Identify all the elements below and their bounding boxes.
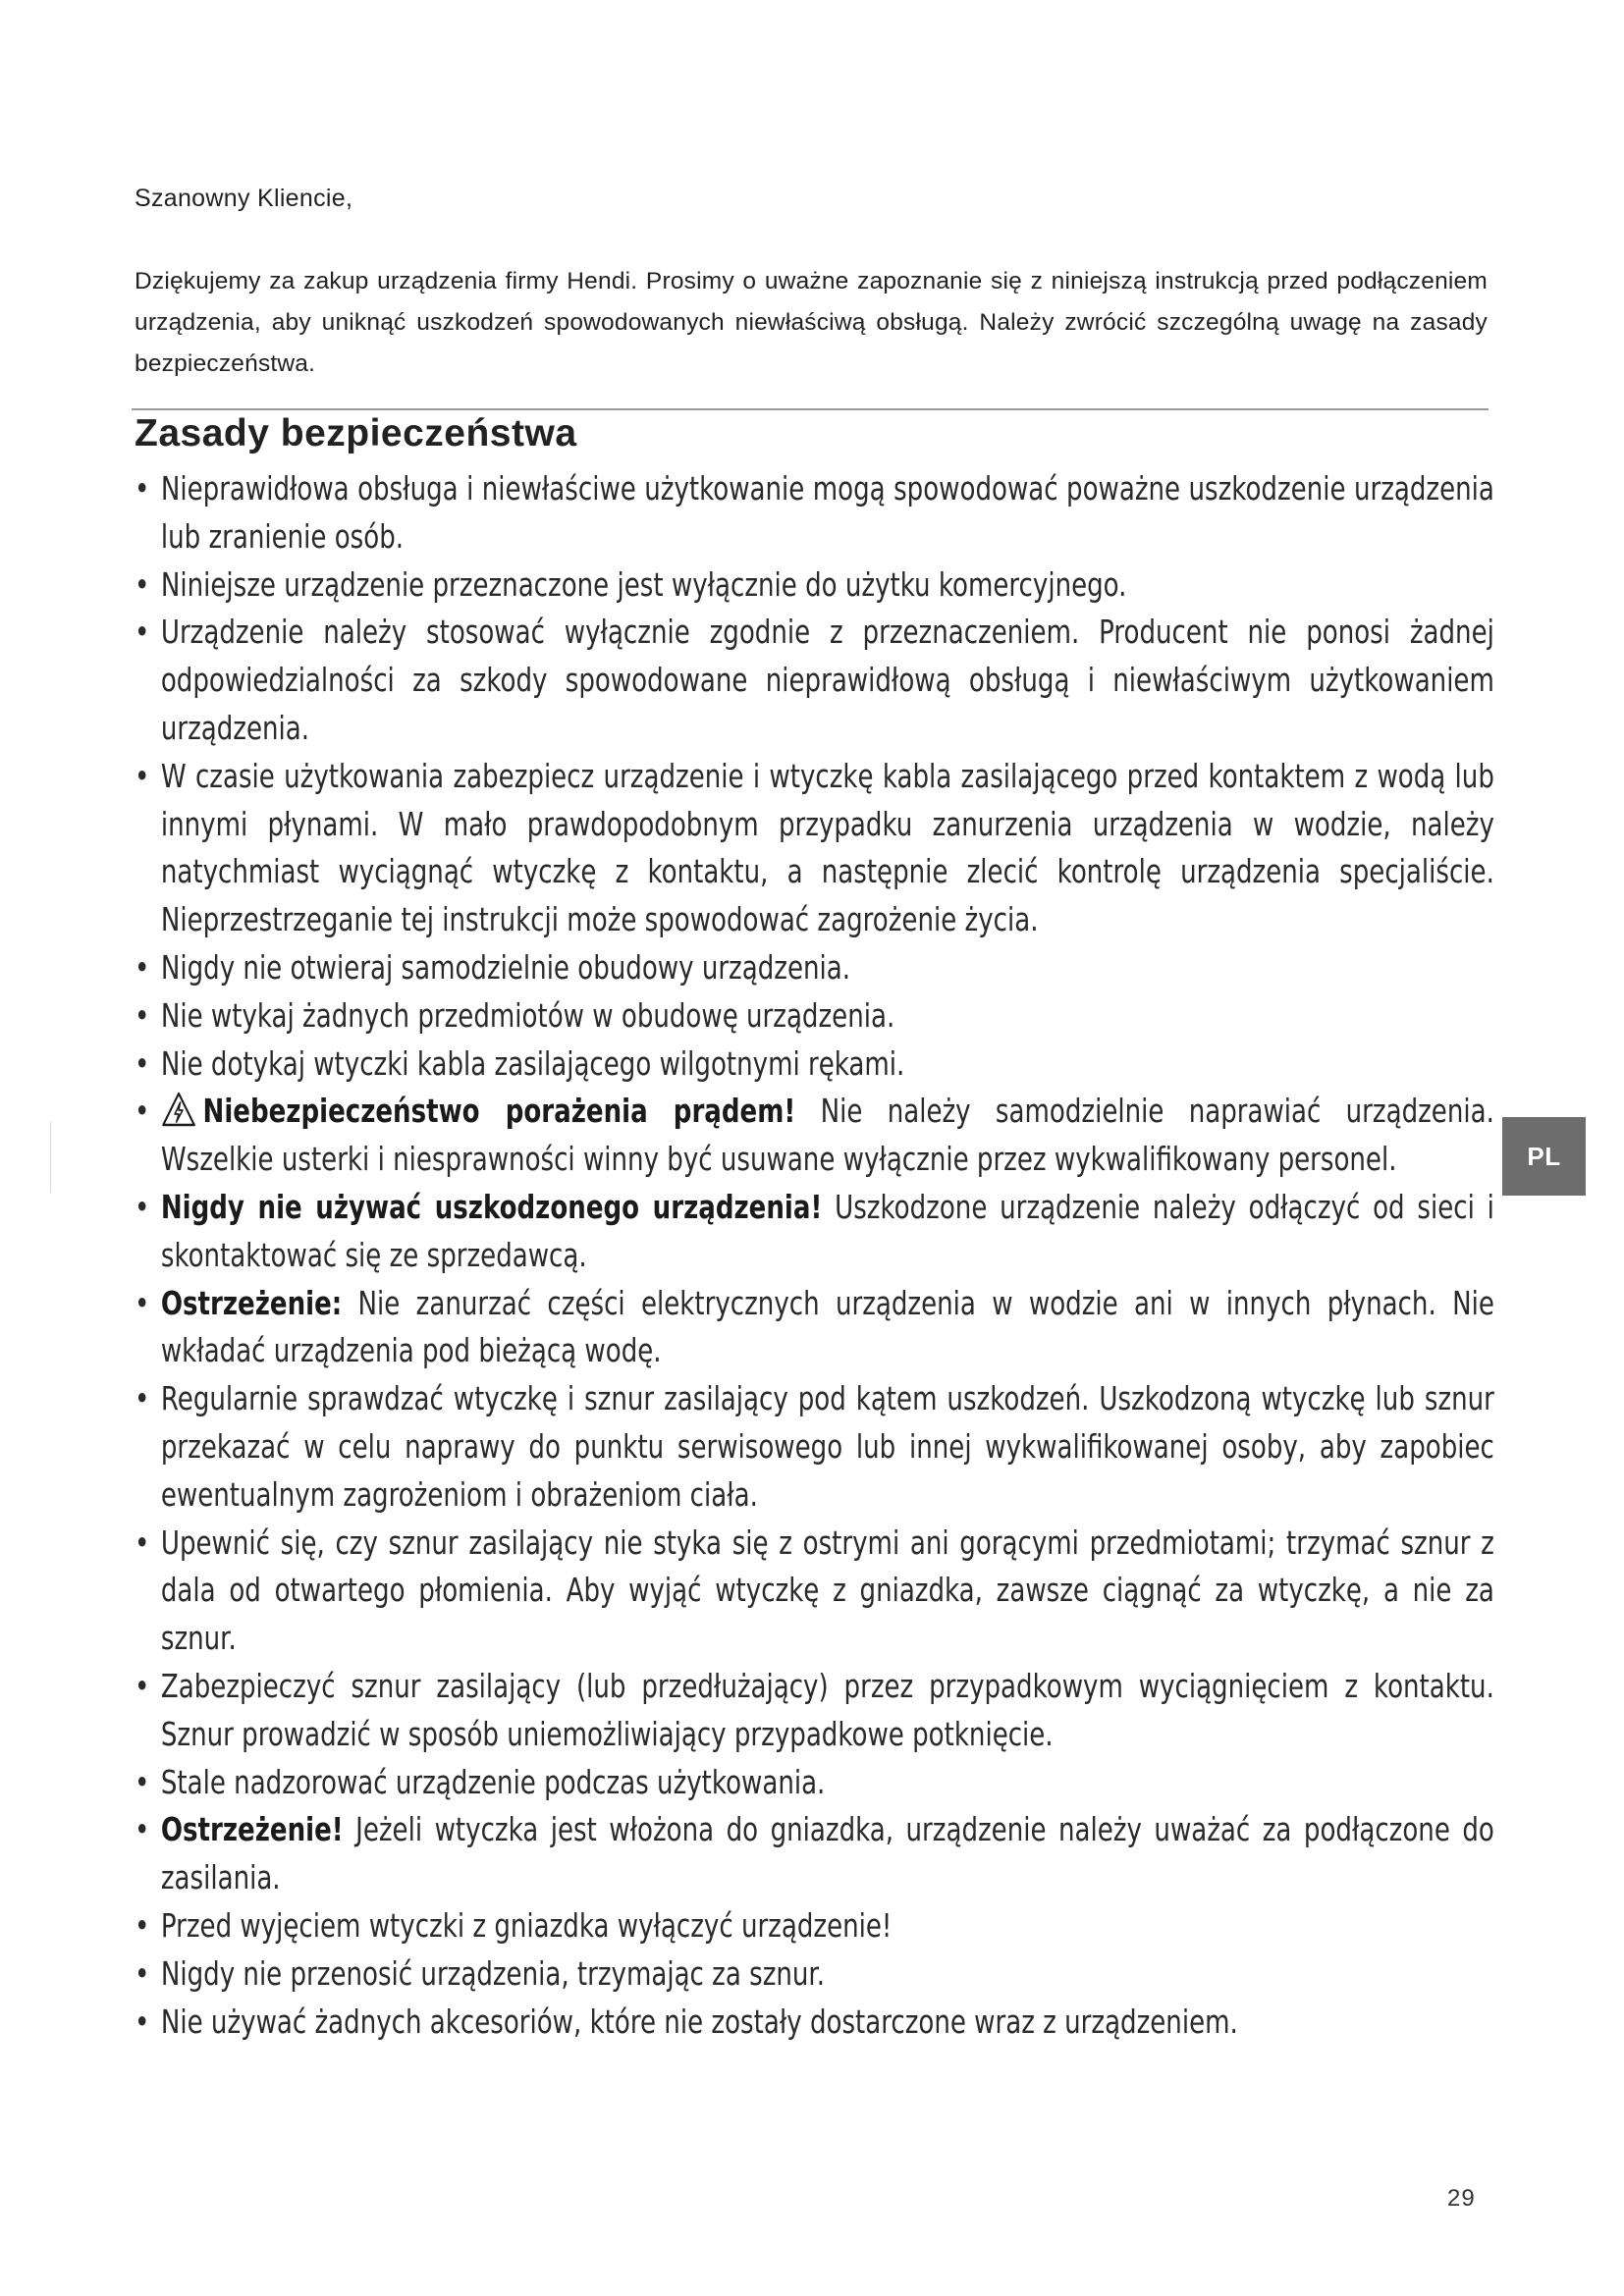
safety-rule-item bbox=[135, 1088, 1494, 1184]
rule-text: Niniejsze urządzenie przeznaczone jest wyłącznie do użytku komercyjnego. bbox=[160, 564, 1127, 604]
rule-emphasis: Niebezpieczeństwo porażenia prądem! bbox=[202, 1092, 796, 1131]
rule-text: W czasie użytkowania zabezpiecz urządzenie i wtyczkę kabla zasilającego przed kontaktem z wodą lub innymi płynami. W mało prawdopodobnym przypadku zanurzenia urządzenia w wodzie, należy natychmiast wyciągnąć wtyczkę z kontaktu, a następnie zlecić kontrolę urządzenia specjaliście. Nieprzestrzeganie tej instrukcji może spowodować zagrożenie życia. bbox=[160, 756, 1494, 939]
rule-text: Nie zanurzać części elektrycznych urządzenia w wodzie ani w innych płynach. Nie wkładać urządzenia pod bieżącą wodę. bbox=[160, 1283, 1494, 1370]
safety-rule-item bbox=[135, 753, 1494, 944]
rule-text: Regularnie sprawdzać wtyczkę i sznur zasilający pod kątem uszkodzeń. Uszkodzoną wtyczkę lub sznur przekazać w celu naprawy do punktu serwisowego lub innej wykwalifikowanej osoby, aby zapobiec ewentualnym zagrożeniom i obrażeniom ciała. bbox=[160, 1379, 1494, 1514]
bullet-mark: • bbox=[135, 947, 150, 987]
margin-mark bbox=[50, 1122, 51, 1193]
safety-rule-item bbox=[135, 1902, 1494, 1950]
safety-rule-item bbox=[135, 1520, 1494, 1663]
bullet-mark: • bbox=[135, 1092, 150, 1131]
bullet-mark: • bbox=[135, 469, 150, 507]
rule-text: Nigdy nie otwieraj samodzielnie obudowy urządzenia. bbox=[160, 947, 851, 987]
safety-rule-item bbox=[135, 1041, 1494, 1089]
rule-text: Upewnić się, czy sznur zasilający nie styka się z ostrymi ani gorącymi przedmiotami; trzymać sznur z dala od otwartego płomienia. Aby wyjąć wtyczkę z gniazdka, zawsze ciągnąć za wtyczkę, a nie za sznur. bbox=[160, 1522, 1494, 1658]
bullet-mark: • bbox=[135, 1187, 150, 1226]
greeting: Szanowny Kliencie, bbox=[135, 185, 353, 212]
rule-text: Nie używać żadnych akcesoriów, które nie zostały dostarczone wraz z urządzeniem. bbox=[160, 2002, 1238, 2041]
rule-emphasis: Ostrzeżenie! bbox=[160, 1810, 344, 1849]
bullet-mark: • bbox=[135, 1043, 150, 1083]
bullet-mark: • bbox=[135, 1953, 150, 1993]
safety-rule-item bbox=[135, 609, 1494, 752]
safety-rule-item bbox=[135, 1280, 1494, 1376]
page-number: 29 bbox=[1447, 2185, 1476, 2212]
rule-text: Nie należy samodzielnie naprawiać urządzenia. Wszelkie usterki i niesprawności winny być usuwane wyłącznie przez wykwalifikowany personel. bbox=[160, 1092, 1494, 1179]
rule-text: Nigdy nie przenosić urządzenia, trzymając za sznur. bbox=[160, 1953, 826, 1993]
safety-rule-item bbox=[135, 561, 1494, 610]
safety-rule-item bbox=[135, 1950, 1494, 1999]
section-divider bbox=[132, 408, 1489, 410]
safety-rule-item bbox=[135, 1806, 1494, 1902]
safety-rule-item bbox=[135, 1759, 1494, 1807]
safety-rule-item bbox=[135, 1375, 1494, 1519]
bullet-mark: • bbox=[135, 2002, 150, 2041]
safety-rules-list bbox=[135, 465, 1494, 2046]
rule-text: Jeżeli wtyczka jest włożona do gniazdka, urządzenie należy uważać za podłączone do zasilania. bbox=[160, 1810, 1494, 1897]
intro-paragraph: Dziękujemy za zakup urządzenia firmy Hendi. Prosimy o uważne zapoznanie się z niniejszą instrukcją przed podłączeniem urządzenia, aby uniknąć uszkodzeń spowodowanych niewłaściwą obsługą. Należy zwrócić szczególną uwagę na zasady bezpieczeństwa. bbox=[135, 268, 1488, 377]
rule-emphasis: Nigdy nie używać uszkodzonego urządzenia! bbox=[160, 1187, 823, 1226]
bullet-mark: • bbox=[135, 995, 150, 1035]
bullet-mark: • bbox=[135, 1522, 150, 1562]
bullet-mark: • bbox=[135, 1666, 150, 1705]
rule-text: Nieprawidłowa obsługa i niewłaściwe użytkowanie mogą spowodować poważne uszkodzenie urządzenia lub zranienie osób. bbox=[160, 469, 1494, 556]
safety-rule-item bbox=[135, 992, 1494, 1041]
safety-rule-item bbox=[135, 465, 1494, 561]
bullet-mark: • bbox=[135, 1810, 150, 1849]
rule-text: Urządzenie należy stosować wyłącznie zgodnie z przeznaczeniem. Producent nie ponosi żadnej odpowiedzialności za szkody spowodowane nieprawidłową obsługą i niewłaściwym użytkowaniem urządzenia. bbox=[160, 613, 1494, 747]
rule-text: Nie dotykaj wtyczki kabla zasilającego wilgotnymi rękami. bbox=[160, 1043, 905, 1083]
rule-text: Zabezpieczyć sznur zasilający (lub przedłużający) przez przypadkowym wyciągnięciem z kontaktu. Sznur prowadzić w sposób uniemożliwiający przypadkowe potknięcie. bbox=[160, 1666, 1494, 1753]
rule-text: Przed wyjęciem wtyczki z gniazdka wyłączyć urządzenie! bbox=[160, 1905, 893, 1945]
section-heading: Zasady bezpieczeństwa bbox=[135, 412, 577, 454]
rule-text: Stale nadzorować urządzenie podczas użytkowania. bbox=[160, 1762, 826, 1801]
rule-text: Nie wtykaj żadnych przedmiotów w obudowę urządzenia. bbox=[160, 995, 895, 1035]
bullet-mark: • bbox=[135, 613, 150, 652]
language-tab: PL bbox=[1502, 1117, 1586, 1196]
bullet-mark: • bbox=[135, 1283, 150, 1322]
rule-text: Uszkodzone urządzenie należy odłączyć od sieci i skontaktować się ze sprzedawcą. bbox=[160, 1187, 1494, 1274]
safety-rule-item bbox=[135, 1184, 1494, 1280]
rule-emphasis: Ostrzeżenie: bbox=[160, 1283, 343, 1322]
safety-rule-item bbox=[135, 1999, 1494, 2047]
bullet-mark: • bbox=[135, 1905, 150, 1945]
safety-rule-item bbox=[135, 1663, 1494, 1759]
bullet-mark: • bbox=[135, 756, 150, 795]
safety-rule-item bbox=[135, 944, 1494, 992]
bullet-mark: • bbox=[135, 1762, 150, 1801]
bullet-mark: • bbox=[135, 1379, 150, 1418]
bullet-mark: • bbox=[135, 564, 150, 604]
electric-hazard-warning-icon bbox=[161, 1091, 196, 1128]
